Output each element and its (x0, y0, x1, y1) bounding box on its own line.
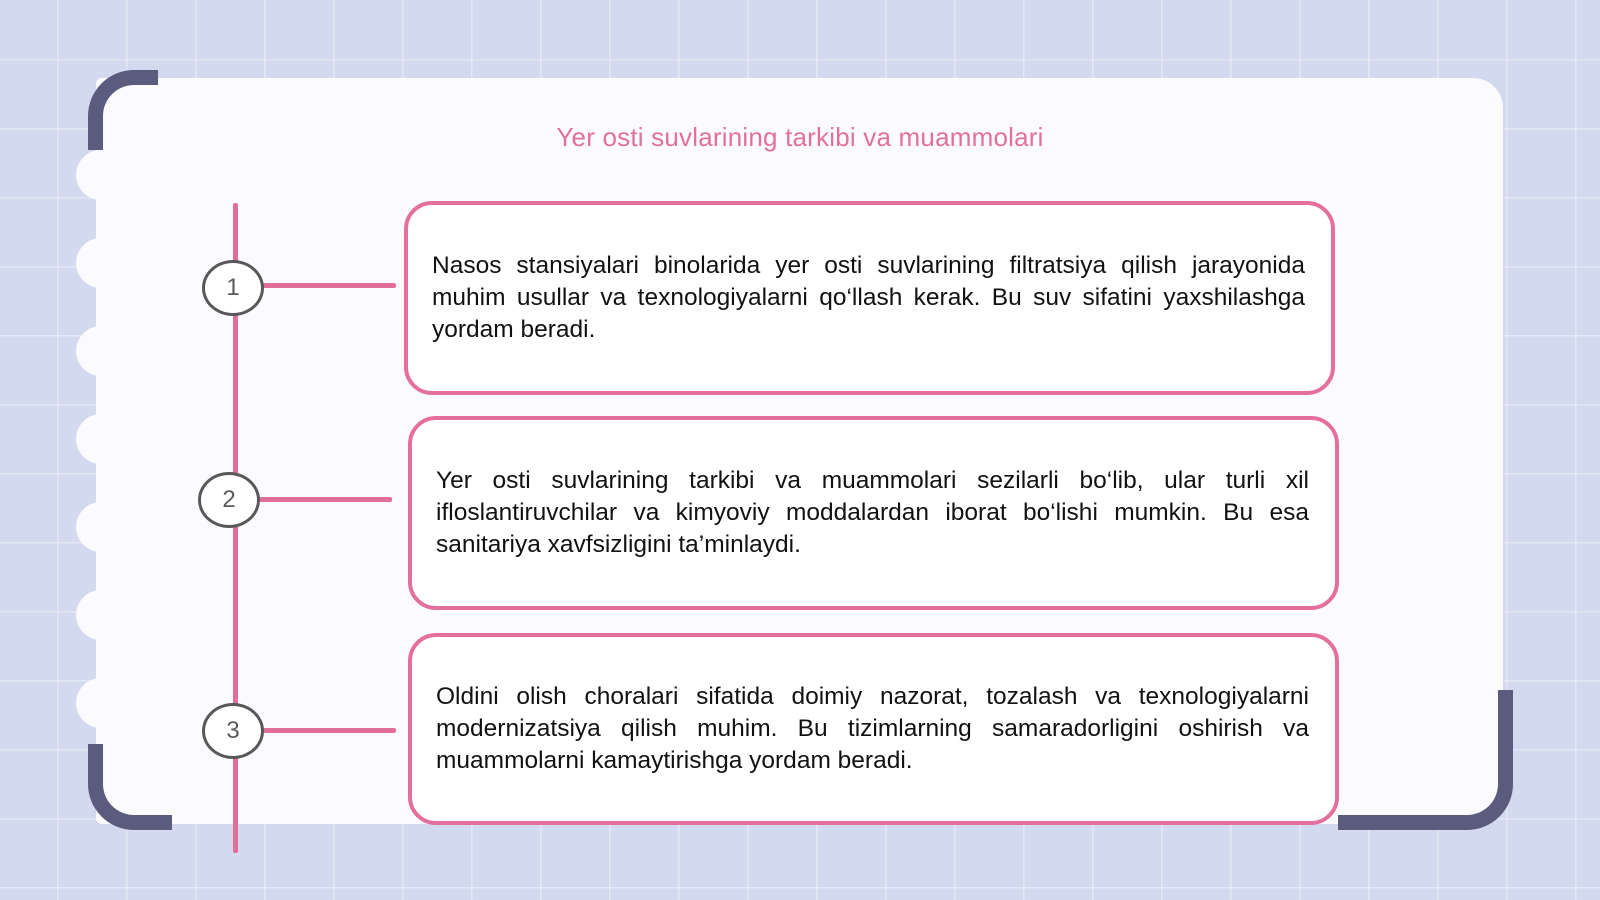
sheet-scallop (76, 414, 126, 464)
sheet-scallop (76, 502, 126, 552)
timeline-card-3 (408, 633, 1339, 825)
timeline-marker-2: 2 (198, 472, 260, 528)
timeline-card-2 (408, 416, 1339, 610)
timeline-connector-1 (263, 283, 396, 288)
timeline-card-text: Yer osti suvlarining tarkibi va muammolari sezilarli bo‘lib, ular turli xil ifloslantiruvchilar va kimyoviy moddalardan iborat bo‘lishi mumkin. Bu esa sanitariya xavfsizligini ta’minlaydi. (436, 467, 1309, 558)
sheet-scallop (76, 590, 126, 640)
timeline-marker-1: 1 (202, 260, 264, 316)
corner-bracket-bottom-right (1338, 690, 1513, 830)
sheet-scallop (76, 326, 126, 376)
timeline-card-text: Nasos stansiyalari binolarida yer osti suvlarining filtratsiya qilish jarayonida muhim usullar va texnologiyalarni qo‘llash kerak. Bu suv sifatini yaxshilashga yordam beradi. (432, 252, 1305, 343)
timeline-connector-3 (263, 728, 396, 733)
timeline-card-1 (404, 201, 1335, 395)
timeline-card-text: Oldini olish choralari sifatida doimiy nazorat, tozalash va texnologiyalarni modernizatsiya qilish muhim. Bu tizimlarning samaradorligini oshirish va muammolarni kamaytirishga yordam beradi. (436, 683, 1309, 774)
sheet-scallop (76, 678, 126, 728)
slide-title: Yer osti suvlarining tarkibi va muammolari (556, 122, 1044, 152)
timeline-connector-2 (259, 497, 392, 502)
timeline-marker-3: 3 (202, 703, 264, 759)
sheet-scallop (76, 238, 126, 288)
sheet-scallop (76, 150, 126, 200)
